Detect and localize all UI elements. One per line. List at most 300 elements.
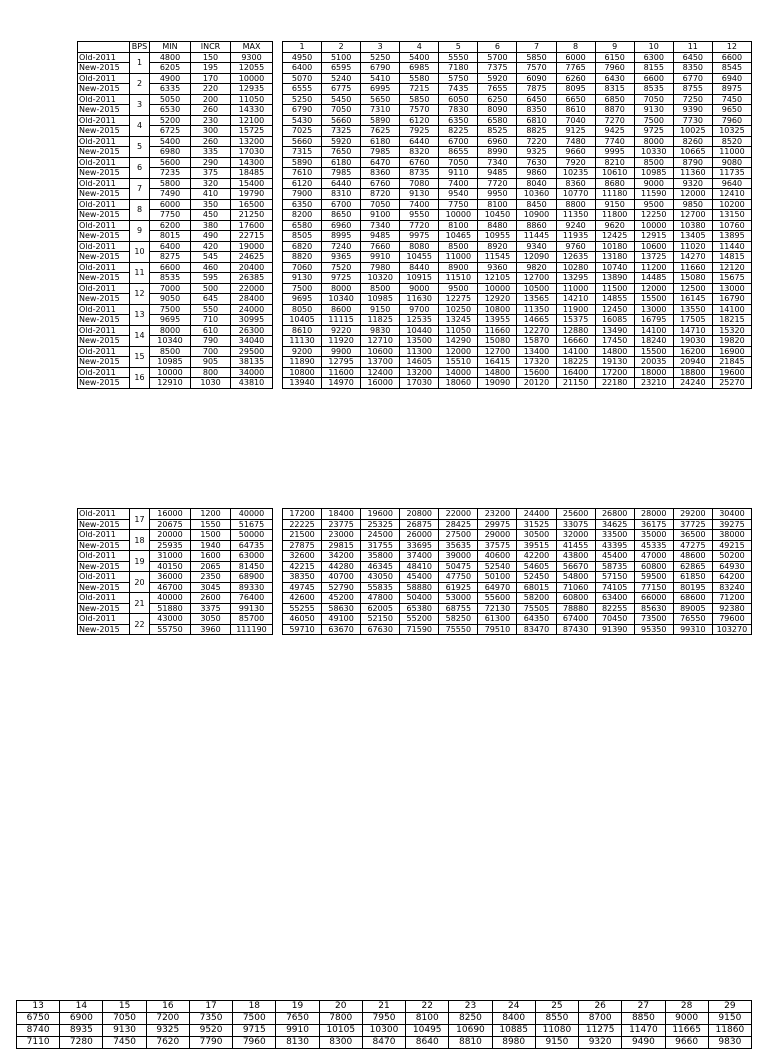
stage-cell: 71590 — [400, 624, 439, 635]
new-incr-cell: 1030 — [191, 378, 231, 389]
new-max-cell: 21250 — [231, 210, 273, 221]
stage-cell: 7660 — [361, 241, 400, 252]
stage-cell: 46345 — [361, 561, 400, 572]
table-row — [283, 593, 752, 604]
scales-stages-table-1 — [282, 41, 752, 389]
table-row — [78, 582, 273, 593]
table-row — [283, 378, 752, 389]
stage-cell: 14970 — [322, 378, 361, 389]
old-min-cell: 7000 — [150, 283, 191, 294]
continuation-cell: 7620 — [146, 1037, 189, 1049]
stage-cell: 12795 — [322, 357, 361, 368]
continuation-cell: 7650 — [276, 1013, 319, 1025]
stage-cell: 72130 — [478, 603, 517, 614]
continuation-cell: 10690 — [449, 1025, 492, 1037]
stage-cell: 25325 — [361, 519, 400, 530]
continuation-cell: 6750 — [17, 1013, 60, 1025]
new-max-cell: 111190 — [231, 624, 273, 635]
new-incr-cell: 2065 — [191, 561, 231, 572]
continuation-cell: 11860 — [708, 1025, 751, 1037]
stage-cell: 8650 — [322, 210, 361, 221]
row-label-old: Old-2011 — [78, 241, 130, 252]
stage-cell: 14100 — [556, 346, 595, 357]
stage-cell: 11050 — [439, 325, 478, 336]
stage-cell: 9080 — [712, 157, 751, 168]
stage-cell: 8870 — [595, 105, 634, 116]
stage-cell: 7220 — [517, 136, 556, 147]
continuation-cell: 8130 — [276, 1037, 319, 1049]
stage-cell: 7985 — [322, 168, 361, 179]
new-min-cell: 8275 — [150, 252, 191, 263]
stage-cell: 5250 — [361, 52, 400, 63]
table-row — [78, 147, 273, 158]
new-max-cell: 17030 — [231, 147, 273, 158]
stage-cell: 16200 — [673, 346, 712, 357]
bps-cell: 7 — [130, 178, 150, 199]
stage-cell: 9325 — [517, 147, 556, 158]
stage-cell: 7325 — [322, 126, 361, 137]
new-min-cell: 6725 — [150, 126, 191, 137]
stage-cell: 8350 — [517, 105, 556, 116]
stage-cell: 8155 — [634, 63, 673, 74]
continuation-cell: 7110 — [17, 1037, 60, 1049]
old-incr-cell: 230 — [191, 115, 231, 126]
scales-summary-table-2 — [77, 508, 273, 635]
table-row — [283, 52, 752, 63]
stage-cell: 30400 — [712, 509, 751, 520]
stage-cell: 64970 — [478, 582, 517, 593]
stage-cell: 21845 — [712, 357, 751, 368]
table-row — [283, 115, 752, 126]
stage-cell: 13550 — [673, 304, 712, 315]
stage-cell: 35800 — [361, 551, 400, 562]
table-row — [17, 1025, 752, 1037]
stage-cell: 8350 — [673, 63, 712, 74]
stage-cell: 39515 — [517, 540, 556, 551]
stage-cell: 8520 — [712, 136, 751, 147]
stage-cell: 8080 — [400, 241, 439, 252]
header-incr: INCR — [191, 42, 231, 53]
stage-cell: 36500 — [673, 530, 712, 541]
stage-cell: 6450 — [517, 94, 556, 105]
stage-cell: 7435 — [439, 84, 478, 95]
table-row — [78, 530, 273, 541]
stage-cell: 82255 — [595, 603, 634, 614]
new-max-cell: 28400 — [231, 294, 273, 305]
table-row — [78, 325, 273, 336]
stage-cell: 9130 — [400, 189, 439, 200]
new-min-cell: 6205 — [150, 63, 191, 74]
stage-cell: 10800 — [478, 304, 517, 315]
bps-cell: 1 — [130, 52, 150, 73]
stage-cell: 52790 — [322, 582, 361, 593]
old-incr-cell: 2600 — [191, 593, 231, 604]
new-max-cell: 24625 — [231, 252, 273, 263]
bps-cell: 15 — [130, 346, 150, 367]
stage-cell: 10320 — [361, 273, 400, 284]
stage-cell: 23210 — [634, 378, 673, 389]
stage-cell: 8790 — [673, 157, 712, 168]
old-incr-cell: 550 — [191, 304, 231, 315]
stage-cell: 8610 — [556, 105, 595, 116]
table-row — [78, 178, 273, 189]
stage-cell: 48600 — [673, 551, 712, 562]
stage-cell: 19090 — [478, 378, 517, 389]
stage-cell: 5650 — [361, 94, 400, 105]
old-min-cell: 4800 — [150, 52, 191, 63]
stage-cell: 7765 — [556, 63, 595, 74]
stage-cell: 5700 — [478, 52, 517, 63]
row-label-old: Old-2011 — [78, 593, 130, 604]
new-min-cell: 6980 — [150, 147, 191, 158]
stage-cell: 75550 — [439, 624, 478, 635]
new-incr-cell: 595 — [191, 273, 231, 284]
stage-cell: 13955 — [478, 315, 517, 326]
continuation-cell: 10105 — [319, 1025, 362, 1037]
stage-cell: 79600 — [712, 614, 751, 625]
stage-cell: 11445 — [517, 231, 556, 242]
table-row — [78, 210, 273, 221]
stage-cell: 11545 — [478, 252, 517, 263]
table-row — [283, 189, 752, 200]
old-max-cell: 50000 — [231, 530, 273, 541]
stage-cell: 10340 — [322, 294, 361, 305]
bps-cell: 20 — [130, 572, 150, 593]
stage-cell: 52540 — [478, 561, 517, 572]
old-min-cell: 10000 — [150, 367, 191, 378]
stage-cell: 54800 — [556, 572, 595, 583]
old-incr-cell: 170 — [191, 73, 231, 84]
stage-cell: 33500 — [595, 530, 634, 541]
old-max-cell: 10000 — [231, 73, 273, 84]
continuation-cell: 9715 — [233, 1025, 276, 1037]
stage-cell: 75505 — [517, 603, 556, 614]
bps-cell: 14 — [130, 325, 150, 346]
stage-cell: 64200 — [712, 572, 751, 583]
continuation-cell: 7790 — [189, 1037, 232, 1049]
stage-cell: 58880 — [400, 582, 439, 593]
stage-cell: 9425 — [595, 126, 634, 137]
stage-cell: 8500 — [361, 283, 400, 294]
old-max-cell: 13200 — [231, 136, 273, 147]
old-max-cell: 63000 — [231, 551, 273, 562]
row-label-new: New-2015 — [78, 210, 130, 221]
stage-cell: 58630 — [322, 603, 361, 614]
stage-cell: 5410 — [361, 73, 400, 84]
stage-cell: 7570 — [517, 63, 556, 74]
table-row — [283, 336, 752, 347]
stage-cell: 10405 — [283, 315, 322, 326]
stage-cell: 7655 — [478, 84, 517, 95]
table-row — [78, 561, 273, 572]
stage-cell: 8200 — [283, 210, 322, 221]
stage-cell: 9390 — [673, 105, 712, 116]
stage-cell: 7215 — [400, 84, 439, 95]
table-row — [283, 509, 752, 520]
stage-header-cell: 9 — [595, 42, 634, 53]
stage-cell: 8500 — [634, 157, 673, 168]
row-label-new: New-2015 — [78, 582, 130, 593]
stage-cell: 21150 — [556, 378, 595, 389]
stage-cell: 58200 — [517, 593, 556, 604]
table-row — [78, 73, 273, 84]
continuation-cell: 8810 — [449, 1037, 492, 1049]
continuation-cell: 11080 — [535, 1025, 578, 1037]
stage-cell: 29815 — [322, 540, 361, 551]
stage-cell: 47750 — [439, 572, 478, 583]
stage-cell: 43800 — [556, 551, 595, 562]
stage-cell: 14485 — [634, 273, 673, 284]
stage-cell: 6770 — [673, 73, 712, 84]
stage-cell: 8260 — [673, 136, 712, 147]
stage-cell: 17200 — [283, 509, 322, 520]
continuation-cell: 9150 — [708, 1013, 751, 1025]
continuation-cell: 9490 — [622, 1037, 665, 1049]
stage-cell: 8210 — [595, 157, 634, 168]
stage-cell: 13940 — [283, 378, 322, 389]
stage-cell: 7180 — [439, 63, 478, 74]
stage-cell: 9130 — [283, 273, 322, 284]
new-incr-cell: 1550 — [191, 519, 231, 530]
stage-cell: 20940 — [673, 357, 712, 368]
stage-cell: 8525 — [478, 126, 517, 137]
stage-cell: 12120 — [712, 262, 751, 273]
stage-cell: 11300 — [400, 346, 439, 357]
stage-cell: 10025 — [673, 126, 712, 137]
stage-cell: 8545 — [712, 63, 751, 74]
stage-cell: 99310 — [673, 624, 712, 635]
row-label-new: New-2015 — [78, 519, 130, 530]
stage-cell: 10600 — [361, 346, 400, 357]
stage-cell: 9500 — [634, 199, 673, 210]
stage-cell: 50400 — [400, 593, 439, 604]
stage-cell: 7610 — [283, 168, 322, 179]
row-label-new: New-2015 — [78, 336, 130, 347]
stage-cell: 12425 — [595, 231, 634, 242]
stage-cell: 9000 — [400, 283, 439, 294]
new-max-cell: 30995 — [231, 315, 273, 326]
old-max-cell: 19000 — [231, 241, 273, 252]
stage-cell: 6985 — [400, 63, 439, 74]
old-max-cell: 26300 — [231, 325, 273, 336]
continuation-header-cell: 18 — [233, 1001, 276, 1013]
stage-cell: 32600 — [283, 551, 322, 562]
old-max-cell: 76400 — [231, 593, 273, 604]
stage-cell: 6850 — [595, 94, 634, 105]
stage-header-cell: 7 — [517, 42, 556, 53]
stage-cell: 9200 — [283, 346, 322, 357]
row-label-new: New-2015 — [78, 357, 130, 368]
stage-cell: 14000 — [439, 367, 478, 378]
old-max-cell: 24000 — [231, 304, 273, 315]
stage-cell: 37400 — [400, 551, 439, 562]
row-label-old: Old-2011 — [78, 551, 130, 562]
stage-cell: 8505 — [283, 231, 322, 242]
table-row — [78, 346, 273, 357]
row-label-old: Old-2011 — [78, 199, 130, 210]
stage-cell: 43050 — [361, 572, 400, 583]
stage-cell: 29000 — [478, 530, 517, 541]
table-row — [283, 283, 752, 294]
table-row — [78, 262, 273, 273]
stage-cell: 45400 — [595, 551, 634, 562]
table-row — [283, 220, 752, 231]
stage-cell: 9975 — [400, 231, 439, 242]
stage-cell: 7720 — [400, 220, 439, 231]
stage-cell: 11920 — [322, 336, 361, 347]
continuation-cell: 11470 — [622, 1025, 665, 1037]
stage-cell: 14815 — [712, 252, 751, 263]
stage-cell: 5400 — [400, 52, 439, 63]
old-min-cell: 20000 — [150, 530, 191, 541]
stage-cell: 8500 — [439, 241, 478, 252]
stage-header-cell: 12 — [712, 42, 751, 53]
continuation-cell: 9320 — [579, 1037, 622, 1049]
new-min-cell: 55750 — [150, 624, 191, 635]
stage-cell: 9900 — [322, 346, 361, 357]
stage-cell: 18400 — [322, 509, 361, 520]
stage-cell: 12920 — [478, 294, 517, 305]
stage-cell: 13200 — [400, 367, 439, 378]
stage-cell: 9550 — [400, 210, 439, 221]
continuation-cell: 8980 — [492, 1037, 535, 1049]
table-row — [283, 262, 752, 273]
new-incr-cell: 3960 — [191, 624, 231, 635]
stage-cell: 22225 — [283, 519, 322, 530]
table-row — [78, 519, 273, 530]
stage-cell: 6090 — [517, 73, 556, 84]
continuation-cell: 10495 — [406, 1025, 449, 1037]
new-min-cell: 12910 — [150, 378, 191, 389]
stage-cell: 9700 — [400, 304, 439, 315]
continuation-cell: 7280 — [60, 1037, 103, 1049]
stage-cell: 66000 — [634, 593, 673, 604]
table-row — [283, 603, 752, 614]
stage-cell: 15870 — [517, 336, 556, 347]
row-label-old: Old-2011 — [78, 115, 130, 126]
stage-cell: 26000 — [400, 530, 439, 541]
stage-cell: 6940 — [712, 73, 751, 84]
stage-cell: 10440 — [400, 325, 439, 336]
table-row — [283, 624, 752, 635]
stage-cell: 11115 — [322, 315, 361, 326]
stage-cell: 9125 — [556, 126, 595, 137]
new-incr-cell: 3375 — [191, 603, 231, 614]
stage-cell: 7375 — [478, 63, 517, 74]
stage-cell: 10325 — [712, 126, 751, 137]
old-incr-cell: 150 — [191, 52, 231, 63]
stage-cell: 17030 — [400, 378, 439, 389]
stage-cell: 43395 — [595, 540, 634, 551]
header-min: MIN — [150, 42, 191, 53]
table-row — [78, 367, 273, 378]
table-row — [78, 593, 273, 604]
stage-cell: 63670 — [322, 624, 361, 635]
stage-cell: 39275 — [712, 519, 751, 530]
stage-cell: 15080 — [673, 273, 712, 284]
stage-cell: 7040 — [556, 115, 595, 126]
table-row — [283, 94, 752, 105]
continuation-cell: 9325 — [146, 1025, 189, 1037]
stage-cell: 17450 — [595, 336, 634, 347]
stage-cell: 11825 — [361, 315, 400, 326]
stage-cell: 50475 — [439, 561, 478, 572]
stage-cell: 61300 — [478, 614, 517, 625]
stage-cell: 5450 — [322, 94, 361, 105]
table-row — [78, 572, 273, 583]
stage-cell: 7025 — [283, 126, 322, 137]
header-row — [78, 42, 273, 53]
stage-cell: 28425 — [439, 519, 478, 530]
stage-cell: 60800 — [634, 561, 673, 572]
new-max-cell: 19790 — [231, 189, 273, 200]
new-incr-cell: 300 — [191, 126, 231, 137]
new-min-cell: 6335 — [150, 84, 191, 95]
stage-cell: 48410 — [400, 561, 439, 572]
stage-header-cell: 2 — [322, 42, 361, 53]
stage-cell: 12000 — [439, 346, 478, 357]
table-row — [283, 126, 752, 137]
stage-cell: 13000 — [712, 283, 751, 294]
stage-cell: 11735 — [712, 168, 751, 179]
stage-cell: 9485 — [361, 231, 400, 242]
stage-cell: 15320 — [712, 325, 751, 336]
stage-cell: 55255 — [283, 603, 322, 614]
new-max-cell: 99130 — [231, 603, 273, 614]
stage-cell: 9100 — [361, 210, 400, 221]
new-incr-cell: 490 — [191, 231, 231, 242]
bps-cell: 4 — [130, 115, 150, 136]
new-max-cell: 43810 — [231, 378, 273, 389]
new-max-cell: 18485 — [231, 168, 273, 179]
stage-cell: 6595 — [322, 63, 361, 74]
stage-cell: 6430 — [595, 73, 634, 84]
new-max-cell: 89330 — [231, 582, 273, 593]
stage-cell: 12700 — [517, 273, 556, 284]
old-incr-cell: 1500 — [191, 530, 231, 541]
stage-cell: 6960 — [478, 136, 517, 147]
stage-cell: 8000 — [322, 283, 361, 294]
new-incr-cell: 220 — [191, 84, 231, 95]
stage-cell: 57150 — [595, 572, 634, 583]
stage-cell: 7650 — [322, 147, 361, 158]
stage-cell: 10000 — [478, 283, 517, 294]
old-incr-cell: 200 — [191, 94, 231, 105]
stage-cell: 7980 — [361, 262, 400, 273]
old-min-cell: 6400 — [150, 241, 191, 252]
stage-cell: 49215 — [712, 540, 751, 551]
table-row — [283, 273, 752, 284]
stage-cell: 73500 — [634, 614, 673, 625]
stage-cell: 35000 — [634, 530, 673, 541]
old-min-cell: 8500 — [150, 346, 191, 357]
stage-cell: 5850 — [517, 52, 556, 63]
old-incr-cell: 320 — [191, 178, 231, 189]
stage-cell: 7720 — [478, 178, 517, 189]
stage-header-cell: 4 — [400, 42, 439, 53]
table-row — [283, 157, 752, 168]
stage-cell: 13890 — [595, 273, 634, 284]
stage-cell: 7985 — [361, 147, 400, 158]
stage-cell: 11440 — [712, 241, 751, 252]
stage-cell: 9500 — [439, 283, 478, 294]
stage-cell: 7875 — [517, 84, 556, 95]
row-label-old: Old-2011 — [78, 220, 130, 231]
old-max-cell: 20400 — [231, 262, 273, 273]
stage-cell: 10235 — [556, 168, 595, 179]
continuation-cell: 11665 — [665, 1025, 708, 1037]
old-max-cell: 68900 — [231, 572, 273, 583]
